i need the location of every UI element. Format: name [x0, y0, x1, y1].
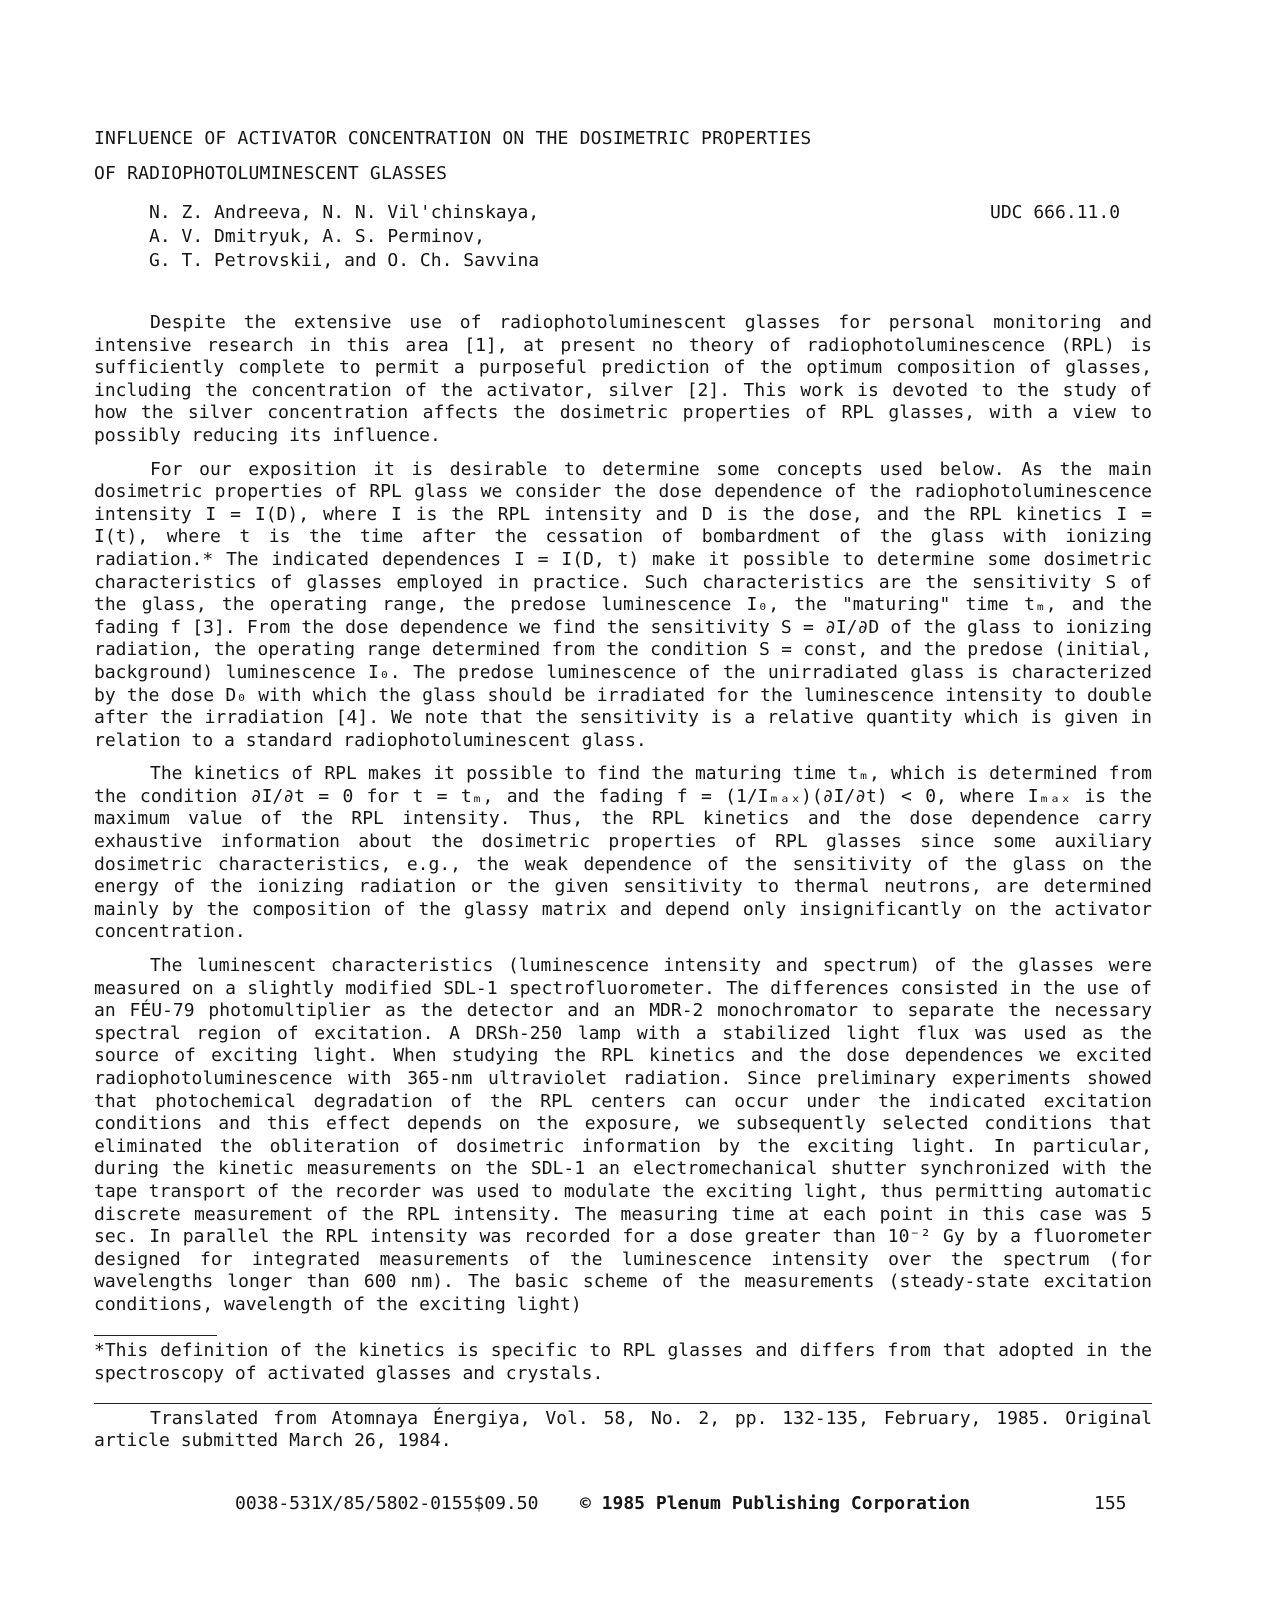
- body-paragraph: The kinetics of RPL makes it possible to find the maturing time tₘ, which is determined from the condition ∂I/∂t = 0 for t = tₘ, and the fading f = (1/Iₘₐₓ)(∂I/∂t) < 0, where Iₘₐₓ is the maximum value of the RPL intensity. Thus, the RPL kinetics and the dose dependence carry exhaustive information about the dosimetric properties of RPL glasses since some auxiliary dosimetric characteristics, e.g., the weak dependence of the sensitivity of the glass on the energy of the ionizing radiation or the given sensitivity to thermal neutrons, are determined mainly by the composition of the glassy matrix and depend only insignificantly on the activator concentration.: [94, 763, 1152, 943]
- page-number: 155: [1094, 1493, 1127, 1514]
- body-paragraph: For our exposition it is desirable to determine some concepts used below. As the main dosimetric properties of RPL glass we consider the dose dependence of the radiophotoluminescence intensity I = I(D), where I is the RPL intensity and D is the dose, and the RPL kinetics I = I(t), where t is the time after the cessation of bombardment of the glass with ionizing radiation.* The indicated dependences I = I(D, t) make it possible to determine some dosimetric characteristics of glasses employed in practice. Such characteristics are the sensitivity S of the glass, the operating range, the predose luminescence I₀, the "maturing" time tₘ, and the fading f [3]. From the dose dependence we find the sensitivity S = ∂I/∂D of the glass to ionizing radiation, the operating range determined from the condition S = const, and the predose (initial, background) luminescence I₀. The predose luminescence of the unirradiated glass is characterized by the dose D₀ with which the glass should be irradiated for the luminescence intensity to double after the irradiation [4]. We note that the sensitivity is a relative quantity which is given in relation to a standard radiophotoluminescent glass.: [94, 458, 1152, 751]
- body-paragraph: Despite the extensive use of radiophotoluminescent glasses for personal monitoring and intensive research in this area [1], at present no theory of radiophotoluminescence (RPL) is sufficiently complete to permit a purposeful prediction of the optimum composition of glasses, including the concentration of the activator, silver [2]. This work is devoted to the study of how the silver concentration affects the dosimetric properties of RPL glasses, with a view to possibly reducing its influence.: [94, 312, 1152, 446]
- footnote: *This definition of the kinetics is specific to RPL glasses and differs from that adopted in the spectroscopy of activated glasses and crystals.: [94, 1340, 1152, 1384]
- author-line: G. T. Petrovskii, and O. Ch. Savvina: [149, 250, 540, 271]
- footnote-divider: [94, 1335, 217, 1336]
- article-title: [94, 121, 1094, 191]
- copyright-notice: © 1985 Plenum Publishing Corporation: [580, 1493, 971, 1514]
- author-line: A. V. Dmitryuk, A. S. Perminov,: [149, 226, 485, 247]
- translation-divider: [94, 1403, 1152, 1404]
- author-list: [149, 201, 539, 273]
- title-line-1: INFLUENCE OF ACTIVATOR CONCENTRATION ON THE DOSIMETRIC PROPERTIES: [94, 128, 812, 149]
- body-paragraph: The luminescent characteristics (luminescence intensity and spectrum) of the glasses were measured on a slightly modified SDL-1 spectrofluorometer. The differences consisted in the use of an FÉU-79 photomultiplier as the detector and an MDR-2 monochromator to separate the necessary spectral region of excitation. A DRSh-250 lamp with a stabilized light flux was used as the source of exciting light. When studying the RPL kinetics and the dose dependences we excited radiophotoluminescence with 365-nm ultraviolet radiation. Since preliminary experiments showed that photochemical degradation of the RPL centers can occur under the indicated excitation conditions and this effect depends on the exposure, we subsequently selected conditions that eliminated the obliteration of dosimetric information by the exciting light. In particular, during the kinetic measurements on the SDL-1 an electromechanical shutter synchronized with the tape transport of the recorder was used to modulate the exciting light, thus permitting automatic discrete measurement of the RPL intensity. The measuring time at each point in this case was 5 sec. In parallel the RPL intensity was recorded for a dose greater than 10⁻² Gy by a fluorometer designed for integrated measurements of the luminescence intensity over the spectrum (for wavelengths longer than 600 nm). The basic scheme of the measurements (steady-state excitation conditions, wavelength of the exciting light): [94, 955, 1152, 1315]
- issn-code: 0038-531X/85/5802-0155$09.50: [235, 1493, 539, 1514]
- article-body: [94, 312, 1152, 1328]
- author-line: N. Z. Andreeva, N. N. Vil'chinskaya,: [149, 202, 540, 223]
- translation-note: Translated from Atomnaya Énergiya, Vol. 58, No. 2, pp. 132-135, February, 1985. Original article submitted March 26, 1984.: [94, 1408, 1152, 1451]
- title-line-2: OF RADIOPHOTOLUMINESCENT GLASSES: [94, 163, 448, 184]
- udc-code: UDC 666.11.0: [990, 202, 1121, 223]
